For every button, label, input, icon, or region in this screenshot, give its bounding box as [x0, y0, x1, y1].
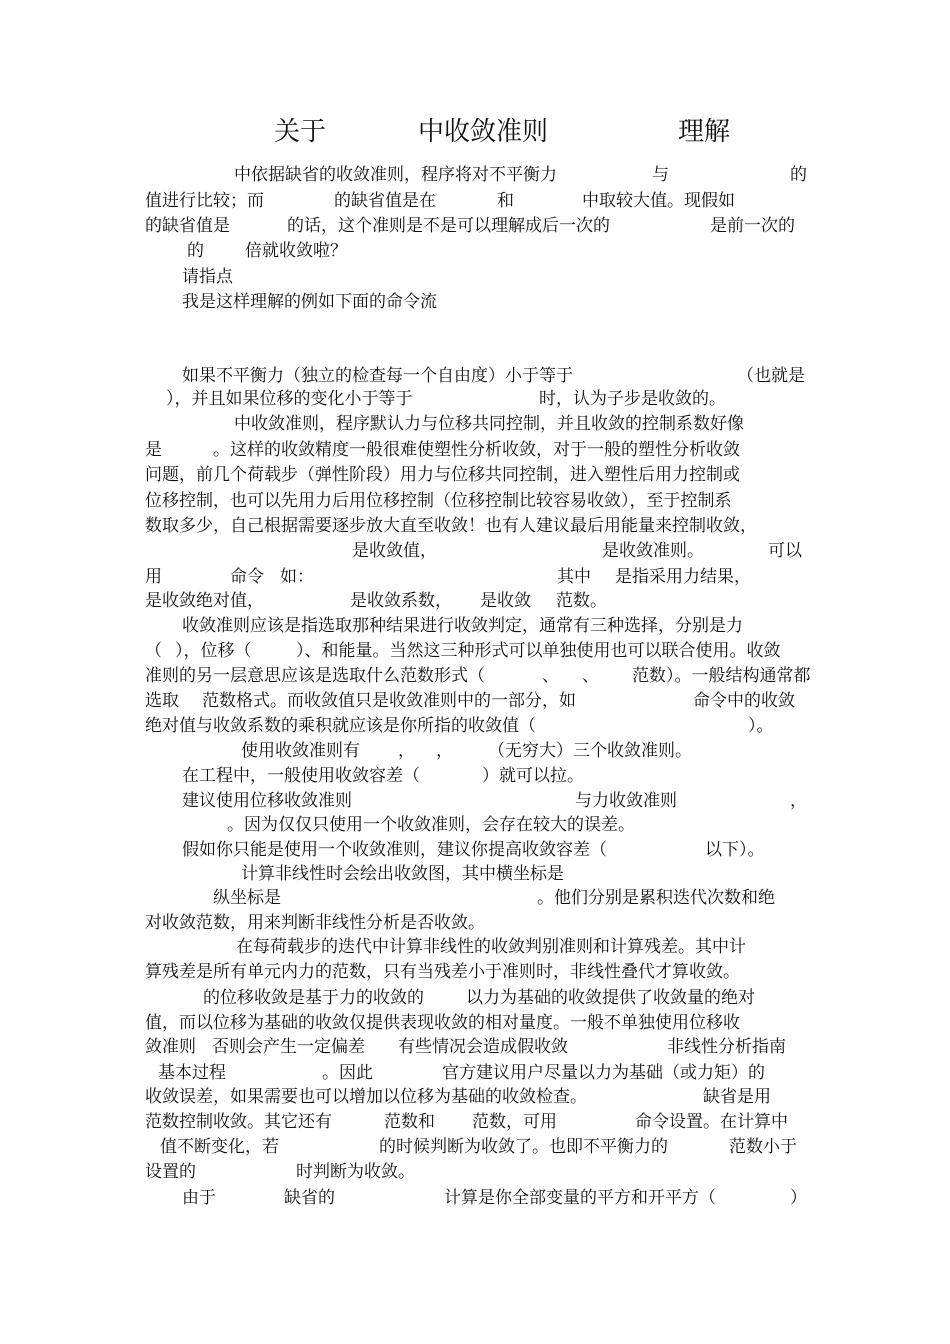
- text-segment: 设置的: [145, 1162, 196, 1182]
- text-segment: 用: [145, 567, 162, 587]
- text-segment: 是收敛准则。: [602, 541, 704, 561]
- text-segment: ）: [790, 1188, 807, 1208]
- text-segment: 与: [652, 165, 669, 185]
- text-segment: 假如你只能是使用一个收敛准则，建议你提高收敛容差（: [182, 840, 607, 860]
- text-segment: 收敛准则应该是指选取那种结果进行收敛判定，通常有三种选择，分别是力: [182, 616, 743, 636]
- text-segment: 算残差是所有单元内力的范数，只有当残差小于准则时，非线性叠代才算收敛。: [145, 962, 740, 982]
- text-segment: 范数格式。而收敛值只是收敛准则中的一部分，如: [202, 691, 576, 711]
- text-segment: 收敛误差，如果需要也可以增加以位移为基础的收敛检查。: [145, 1087, 587, 1107]
- text-segment: 。他们分别是累积迭代次数和绝: [537, 888, 775, 908]
- text-segment: 。因为仅仅只使用一个收敛准则，会存在较大的误差。: [227, 815, 635, 835]
- text-segment: 可以: [768, 541, 802, 561]
- text-segment: 缺省的: [284, 1188, 335, 1208]
- text-segment: 的时候判断为收敛了。也即不平衡力的: [379, 1137, 668, 1157]
- text-segment: 在每荷载步的迭代中计算非线性的收敛判别准则和计算残差。其中计: [236, 937, 746, 957]
- text-segment: 建议使用位移收敛准则: [182, 791, 352, 811]
- text-segment: 范数，可用: [472, 1112, 557, 1132]
- text-segment: 时，认为子步是收敛的。: [539, 389, 726, 409]
- text-segment: 问题，前几个荷载步（弹性阶段）用力与位移共同控制，进入塑性后用力控制或: [145, 465, 740, 485]
- text-segment: ）。: [748, 716, 774, 736]
- text-segment: 、: [582, 666, 599, 686]
- text-segment: （: [145, 641, 162, 661]
- text-segment: 是收敛绝对值，: [145, 591, 264, 611]
- text-segment: 由于: [182, 1188, 216, 1208]
- text-segment: 的: [790, 165, 807, 185]
- text-segment: 在工程中，一般使用收敛容差（: [182, 766, 420, 786]
- text-segment: ，: [436, 741, 453, 761]
- text-segment: 中依据缺省的收敛准则，程序将对不平衡力: [234, 165, 557, 185]
- text-segment: 位移控制，也可以先用力后用位移控制（位移控制比较容易收敛），至于控制系: [145, 491, 732, 511]
- text-segment: 对收敛范数，用来判断非线性分析是否收敛。: [145, 913, 485, 933]
- text-segment: 与力收敛准则: [575, 791, 677, 811]
- text-segment: ）、和能量。当然这三种形式可以单独使用也可以联合使用。收敛: [296, 641, 781, 661]
- text-segment: 缺省是用: [703, 1087, 771, 1107]
- text-segment: 选取: [145, 691, 179, 711]
- text-segment: ，: [790, 791, 807, 811]
- title-part: 理解: [678, 117, 731, 147]
- text-segment: 敛准则: [145, 1037, 196, 1057]
- text-segment: 官方建议用户尽量以力为基础（或力矩）的: [442, 1063, 765, 1083]
- page-title: [0, 112, 950, 152]
- text-segment: 范数。: [556, 591, 607, 611]
- text-segment: 范数和: [384, 1112, 435, 1132]
- text-segment: 范数控制收敛。其它还有: [145, 1112, 332, 1132]
- text-segment: 使用收敛准则有: [241, 741, 360, 761]
- text-segment: 和: [497, 191, 514, 211]
- text-segment: 是指采用力结果，: [615, 567, 751, 587]
- text-segment: 的缺省值是在: [334, 191, 436, 211]
- text-segment: 是: [145, 440, 162, 460]
- text-segment: 如果不平衡力（独立的检查每一个自由度）小于等于: [182, 366, 573, 386]
- text-segment: 的位移收敛是基于力的收敛的: [203, 988, 424, 1008]
- text-segment: 数取多少，自己根据需要逐步放大直至收敛！也有人建议最后用能量来控制收敛，: [145, 516, 757, 536]
- text-segment: 计算是你全部变量的平方和开平方（: [444, 1188, 716, 1208]
- title-part: 中收敛准则: [418, 117, 549, 147]
- text-segment: 是收敛值，: [352, 541, 437, 561]
- text-segment: 基本过程: [158, 1063, 226, 1083]
- text-segment: 值进行比较；而: [145, 191, 264, 211]
- text-segment: 、: [542, 666, 559, 686]
- text-segment: 中收敛准则，程序默认力与位移共同控制，并且收敛的控制系数好像: [234, 414, 744, 434]
- text-segment: 倍就收敛啦？: [245, 241, 347, 261]
- text-segment: 值不断变化，若: [160, 1137, 279, 1157]
- text-segment: 有些情况会造成假收敛: [398, 1037, 568, 1057]
- text-segment: 中取较大值。现假如: [582, 191, 735, 211]
- text-segment: 。因此: [322, 1063, 373, 1083]
- text-segment: 其中: [557, 567, 591, 587]
- text-segment: ，: [398, 741, 415, 761]
- text-segment: 以力为基础的收敛提供了收敛量的绝对: [466, 988, 755, 1008]
- text-segment: 范数小于: [729, 1137, 797, 1157]
- text-segment: 请指点: [182, 267, 233, 287]
- text-segment: 准则的另一层意思应该是选取什么范数形式（: [145, 666, 485, 686]
- text-segment: 范数）。一般结构通常都: [632, 666, 811, 686]
- text-segment: 否则会产生一定偏差: [212, 1037, 365, 1057]
- text-segment: 命令设置。在计算中: [635, 1112, 788, 1132]
- text-segment: 是收敛系数，: [350, 591, 452, 611]
- text-segment: 时判断为收敛。: [296, 1162, 415, 1182]
- text-segment: 以下）。: [705, 840, 765, 860]
- text-segment: ），并且如果位移的变化小于等于: [166, 389, 413, 409]
- text-segment: 命令中的收敛: [693, 691, 795, 711]
- text-segment: 值，而以位移为基础的收敛仅提供表现收敛的相对量度。一般不单独使用位移收: [145, 1013, 740, 1033]
- text-segment: 非线性分析指南: [667, 1037, 786, 1057]
- text-segment: 是收敛: [480, 591, 531, 611]
- text-segment: 的缺省值是: [145, 216, 230, 236]
- text-segment: ）就可以拉。: [482, 766, 584, 786]
- text-segment: 是前一次的: [710, 216, 795, 236]
- text-segment: （也就是: [737, 366, 805, 386]
- text-segment: 计算非线性时会绘出收敛图，其中横坐标是: [241, 864, 564, 884]
- text-segment: 纵坐标是: [213, 888, 281, 908]
- text-segment: （无穷大）三个收敛准则。: [488, 741, 692, 761]
- text-segment: 的话，这个准则是不是可以理解成后一次的: [287, 216, 610, 236]
- text-segment: 命令: [230, 567, 264, 587]
- text-segment: ），位移（: [175, 641, 252, 661]
- text-segment: 如：: [280, 567, 314, 587]
- text-segment: 我是这样理解的例如下面的命令流: [182, 292, 437, 312]
- text-segment: 绝对值与收敛系数的乘积就应该是你所指的收敛值（: [145, 716, 536, 736]
- title-part: 关于: [274, 117, 327, 147]
- text-segment: 。这样的收敛精度一般很难使塑性分析收敛，对于一般的塑性分析收敛: [213, 440, 740, 460]
- text-segment: 的: [187, 241, 204, 261]
